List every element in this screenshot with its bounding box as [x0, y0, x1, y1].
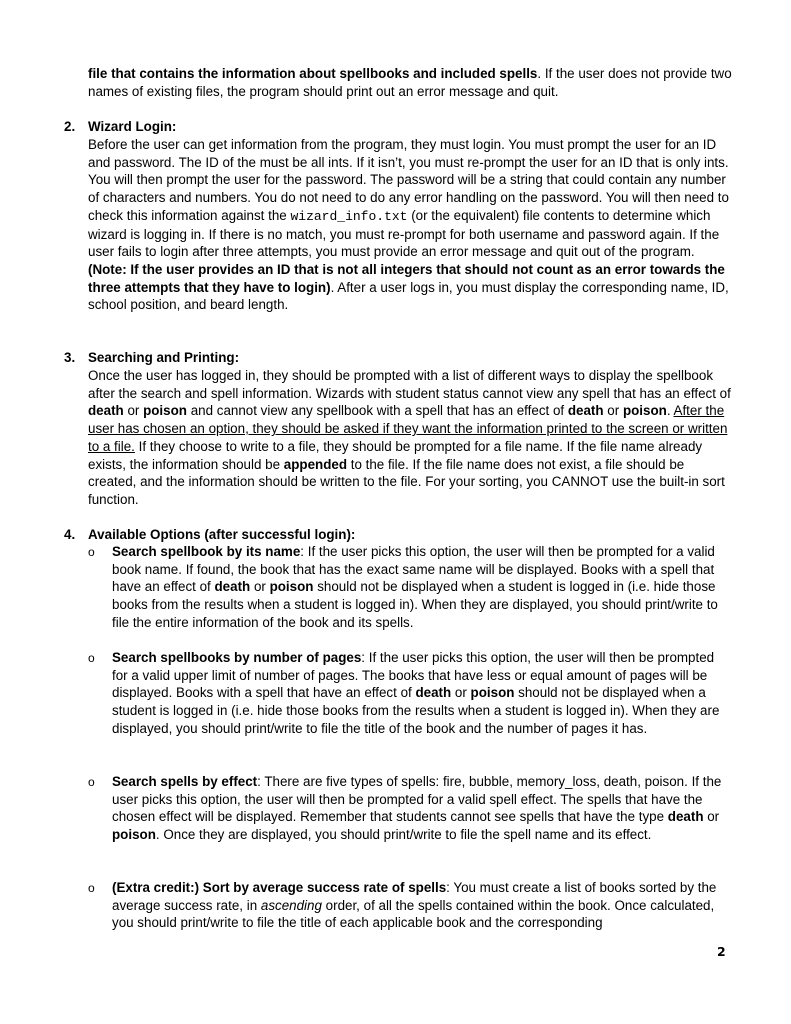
bullet-icon: o: [88, 545, 95, 559]
keyword-appended: appended: [283, 456, 348, 472]
keyword-death: death: [214, 579, 251, 595]
section-title: Available Options (after successful login):: [88, 527, 356, 542]
keyword-poison: poison: [112, 827, 156, 843]
option-text: or: [250, 579, 270, 595]
option-title: (Extra credit:) Sort by average success rate of spells: [112, 880, 447, 895]
paragraph-text: If they choose to write to a file, they should be prompted for a file name. If the file name already exists, the information should be: [88, 438, 703, 472]
section-number: 4.: [64, 527, 76, 542]
option-title: Search spells by effect: [112, 774, 258, 789]
option-extra-credit-sort: [112, 879, 732, 932]
bullet-icon: o: [88, 881, 95, 895]
option-text: : If the user picks this option, the user will then be prompted for a valid upper limit of number of pages. The books that have less or equal amount of pages will be displayed. Books with a spell that have an effect of: [112, 650, 715, 701]
wizard-login-paragraph: [88, 136, 733, 314]
option-text: : You must create a list of books sorted by the average success rate, in: [112, 880, 717, 913]
option-text: order, of all the spells contained within the book. Once calculated, you should print/write to file the title of each applicable book and the corresponding: [112, 897, 715, 931]
keyword-death: death: [415, 685, 452, 701]
keyword-poison: poison: [470, 685, 515, 701]
option-search-by-effect: [112, 773, 732, 844]
page-number: 2: [717, 944, 726, 959]
keyword-poison: poison: [143, 403, 187, 419]
section-title: Wizard Login:: [88, 119, 177, 134]
option-text: or: [703, 809, 720, 825]
option-text: or: [451, 685, 471, 701]
section-heading-searching-printing: [64, 349, 724, 367]
section-heading-wizard-login: [64, 118, 724, 136]
keyword-death: death: [567, 403, 604, 419]
option-search-by-name: [112, 543, 732, 632]
bullet-icon: o: [88, 775, 95, 789]
option-text: should not be displayed when a student is logged in (i.e. hide those books from the results when a student is logged in). When they are displayed, you should print/write to file the entire information of the book and its spells.: [112, 579, 718, 630]
filename-code: wizard_info.txt: [290, 208, 408, 224]
searching-printing-paragraph: [88, 367, 733, 509]
paragraph-text: to the file. If the file name does not exist, a file should be created, and the information should be written to the file. For your sorting, you CANNOT use the built-in sort function.: [88, 456, 725, 507]
option-text: : There are five types of spells: fire, bubble, memory_loss, death, poison. If the user picks this option, the user will then be prompted for a valid spell effect. The spells that have the chosen effect will be displayed. Remember that students cannot see spells that have the type: [112, 774, 722, 825]
keyword-death: death: [667, 809, 704, 825]
keyword-ascending: ascending: [260, 897, 322, 913]
option-title: Search spellbooks by number of pages: [112, 650, 362, 665]
keyword-poison: poison: [269, 579, 314, 595]
option-text: should not be displayed when a student is logged in (i.e. hide those books from the results when a student is logged in). When they are displayed, you should print/write to file the title of the book and the number of pages it has.: [112, 685, 720, 736]
paragraph-text: Once the user has logged in, they should be prompted with a list of different ways to display the spellbook after the search and spell information. Wizards with student status cannot view any spell that has an effect of: [88, 368, 731, 401]
underlined-instruction: After the user has chosen an option, they should be asked if they want the information printed to the screen or written to a file.: [88, 403, 728, 454]
paragraph-text: and cannot view any spellbook with a spell that has an effect of: [186, 403, 568, 419]
paragraph-text: or: [123, 403, 144, 419]
paragraph-text: .: [666, 403, 674, 419]
paragraph-text: . After a user logs in, you must display the corresponding name, ID, school position, and beard length.: [88, 279, 729, 313]
paragraph-text: Before the user can get information from the program, they must login. You must prompt the user for an ID and password. The ID of the must be all ints. If it isn’t, you must re-prompt the user for an ID that is only ints. You will then prompt the user for the password. The password will be a string that could contain any number of characters and numbers. You do not need to do any error handling on the password. You will then need to check this information against the: [88, 137, 729, 223]
section-number: 2.: [64, 119, 76, 134]
option-text: . Once they are displayed, you should print/write to file the spell name and its effect.: [155, 827, 652, 843]
keyword-poison: poison: [622, 403, 667, 419]
option-title: Search spellbook by its name: [112, 544, 301, 559]
intro-bold: file that contains the information about spellbooks and included spells: [88, 66, 538, 81]
section-heading-available-options: [64, 526, 724, 544]
bullet-icon: o: [88, 651, 95, 665]
section-title: Searching and Printing:: [88, 350, 240, 365]
option-search-by-pages: [112, 649, 732, 738]
intro-text: . If the user does not provide two names of existing files, the program should print out an error message and quit.: [88, 66, 732, 99]
paragraph-text: (or the equivalent) file contents to determine which wizard is logging in. If there is no match, you must re-prompt for both username and password again. If the user fails to login after three attempts, you must provide an error message and quit out of the program.: [88, 207, 720, 260]
intro-paragraph: [88, 65, 733, 100]
section-number: 3.: [64, 350, 76, 365]
option-text: : If the user picks this option, the user will then be prompted for a valid book name. If found, the book that has the exact same name will be displayed. Books with a spell that have an effect of: [112, 544, 715, 595]
keyword-death: death: [88, 403, 124, 419]
login-note: (Note: If the user provides an ID that is not all integers that should not count as an error towards the three attempts that they have to login): [88, 261, 725, 295]
paragraph-text: or: [603, 403, 623, 419]
